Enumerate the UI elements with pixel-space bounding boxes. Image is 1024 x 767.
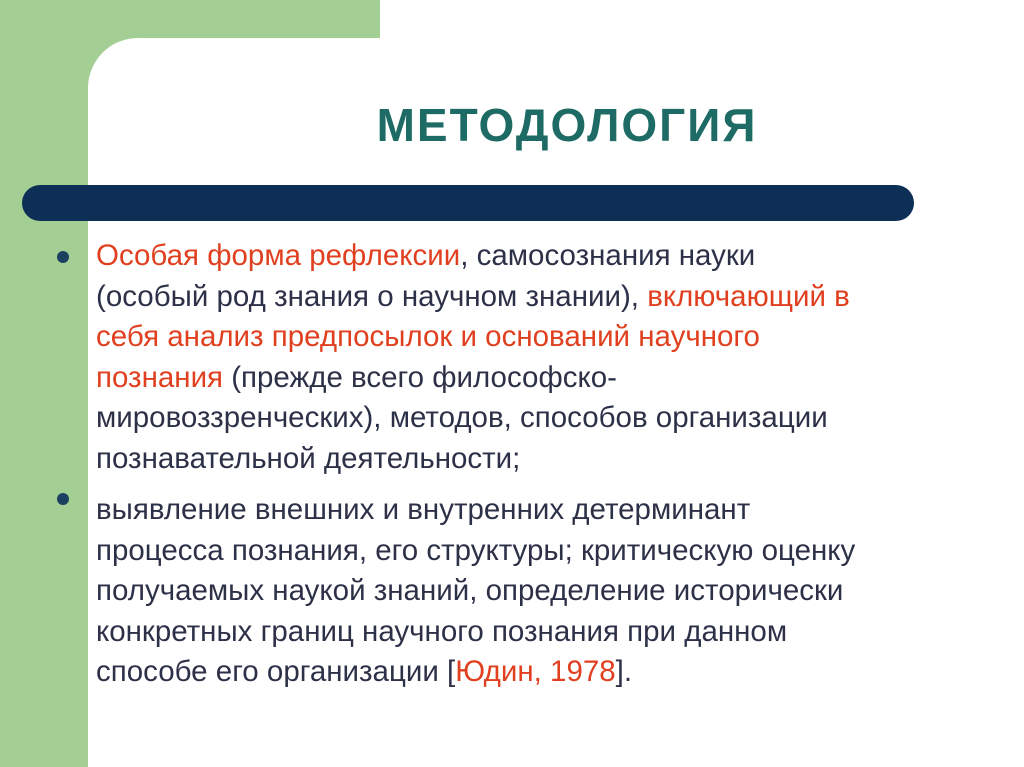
text-span: (прежде всего философско-	[223, 360, 617, 394]
text-span: ].	[615, 655, 633, 688]
highlighted-text: включающий в	[647, 279, 850, 313]
slide-title: МЕТОДОЛОГИЯ	[376, 99, 758, 151]
bullet-marker-2	[57, 493, 69, 505]
text-line	[96, 531, 1024, 572]
text-span: процесса познания, его структуры; критическую оценку	[96, 533, 856, 567]
text-line	[96, 612, 1024, 653]
text-line	[96, 236, 1024, 277]
highlighted-text: себя анализ предпосылок и оснований научного	[96, 320, 760, 353]
text-span: (особый род знания о научном знании),	[96, 279, 648, 313]
text-line	[96, 490, 1024, 531]
bullet-item-1	[96, 236, 1024, 479]
text-span: познавательной деятельности;	[96, 441, 521, 475]
text-span: конкретных границ научного познания при данном	[96, 614, 788, 648]
text-span: мировоззренческих), методов, способов организации	[96, 401, 828, 434]
bullet-marker-1	[57, 251, 69, 263]
text-line	[96, 277, 1024, 318]
text-line	[96, 317, 1024, 358]
text-line	[96, 358, 1024, 399]
text-span: способе его организации [	[96, 655, 456, 688]
text-line	[96, 439, 1024, 480]
highlighted-text: познания	[96, 360, 224, 394]
text-span: выявление внешних и внутренних детерминант	[96, 493, 751, 526]
bullet-item-2	[96, 490, 1024, 693]
text-line	[96, 652, 1024, 693]
text-line	[96, 398, 1024, 439]
text-span: получаемых наукой знаний, определение исторически	[96, 574, 844, 607]
bullet-list	[96, 236, 1024, 693]
top-right-background	[380, 0, 1024, 40]
highlighted-text: Особая форма рефлексии	[96, 239, 461, 272]
citation: Юдин, 1978	[455, 655, 616, 688]
text-line	[96, 571, 1024, 612]
title-underline-bar	[22, 185, 914, 221]
text-span: , самосознания науки	[460, 239, 756, 272]
